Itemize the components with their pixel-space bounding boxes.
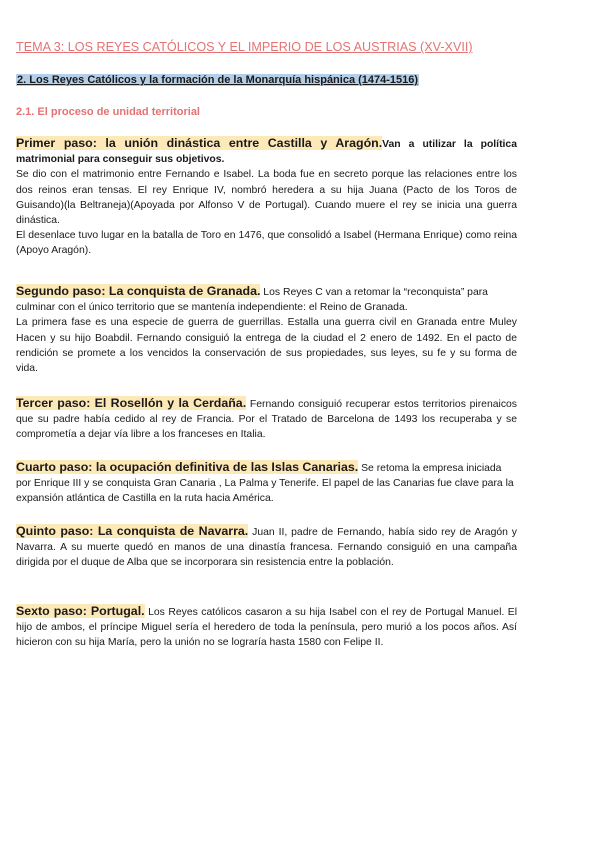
- subsection-heading: 2.1. El proceso de unidad territorial: [16, 106, 200, 118]
- step-1-paragraph-2: El desenlace tuvo lugar en la batalla de Toro en 1476, que consolidó a Isabel (Hermana Enrique) como reina (Apoyo Aragón).: [16, 230, 517, 257]
- step-2-text: Los Reyes C van a retomar la “reconquista” para culminar con el único territorio que se mantenía independiente: el Reino de Granada.: [16, 287, 488, 314]
- step-2-paragraph-2: La primera fase es una especie de guerra de guerrillas. Estalla una guerra civil en Granada entre Muley Hacen y su hijo Boabdil. Fernando consiguió la entrega de la ciudad el 2 enero de 1492. En el pacto de rendición se promete a los vencidos la conservación de sus propiedades, sus leyes, su fe y su forma de vida.: [16, 317, 517, 375]
- step-3-text: Fernando consiguió recuperar estos territorios pirenaicos que su padre había cedido al rey de Francia. Por el Tratado de Barcelona de 1493 los recuperaba y se comprometía a dejar vía libre a los franceses en Italia.: [16, 399, 517, 441]
- section-number: 2.: [17, 74, 27, 86]
- step-6-heading: Sexto paso: Portugal.: [16, 604, 145, 618]
- section-heading-text: Los Reyes Católicos y la formación de la Monarquía hispánica (1474-1516): [29, 74, 419, 86]
- step-5-text: Juan II, padre de Fernando, había sido rey de Aragón y Navarra. A su muerte quedó en manos de una dinastía francesa. Fernando consiguió en una campaña dirigida por el duque de Alba que se incorporara sin resistencia entre la población.: [16, 527, 517, 569]
- section-heading: [16, 74, 419, 86]
- step-3: [16, 396, 517, 443]
- step-1: [16, 136, 517, 259]
- step-6: [16, 604, 517, 651]
- step-2: [16, 284, 517, 376]
- step-3-heading: Tercer paso: El Rosellón y la Cerdaña.: [16, 396, 247, 410]
- step-4-text: Se retoma la empresa iniciada por Enrique III y se conquista Gran Canaria , La Palma y Tenerife. El papel de las Canarias fue clave para la expansión atlántica de Castilla en la ruta hacia América.: [16, 463, 514, 505]
- step-2-heading: Segundo paso: La conquista de Granada.: [16, 284, 261, 298]
- step-5-heading: Quinto paso: La conquista de Navarra.: [16, 524, 249, 538]
- step-4-heading: Cuarto paso: la ocupación definitiva de las Islas Canarias.: [16, 460, 359, 474]
- step-6-text: Los Reyes católicos casaron a su hija Isabel con el rey de Portugal Manuel. El hijo de ambos, el príncipe Miguel sería el heredero de toda la península, pero murió a los pocos años. Así hicieron con su hija María, pero la unión no se lograría hasta 1580 con Felipe II.: [16, 607, 517, 649]
- document-title: TEMA 3: LOS REYES CATÓLICOS Y EL IMPERIO DE LOS AUSTRIAS (XV-XVII): [16, 40, 473, 54]
- step-1-lead: Van a utilizar la política matrimonial para conseguir sus objetivos.: [16, 139, 517, 166]
- step-5: [16, 524, 517, 571]
- step-1-heading: Primer paso: la unión dinástica entre Castilla y Aragón.: [16, 136, 383, 150]
- step-1-paragraph-1: Se dio con el matrimonio entre Fernando e Isabel. La boda fue en secreto porque las relaciones entre los dos reinos eran tensas. El rey Enrique IV, nombró heredera a su hija Juana (Pacto de los Toros de Guisando)(la Beltraneja)(Apoyada por Alfonso V de Portugal). Cuando muere el rey se inicia una guerra dinástica.: [16, 169, 517, 227]
- step-4: [16, 460, 517, 507]
